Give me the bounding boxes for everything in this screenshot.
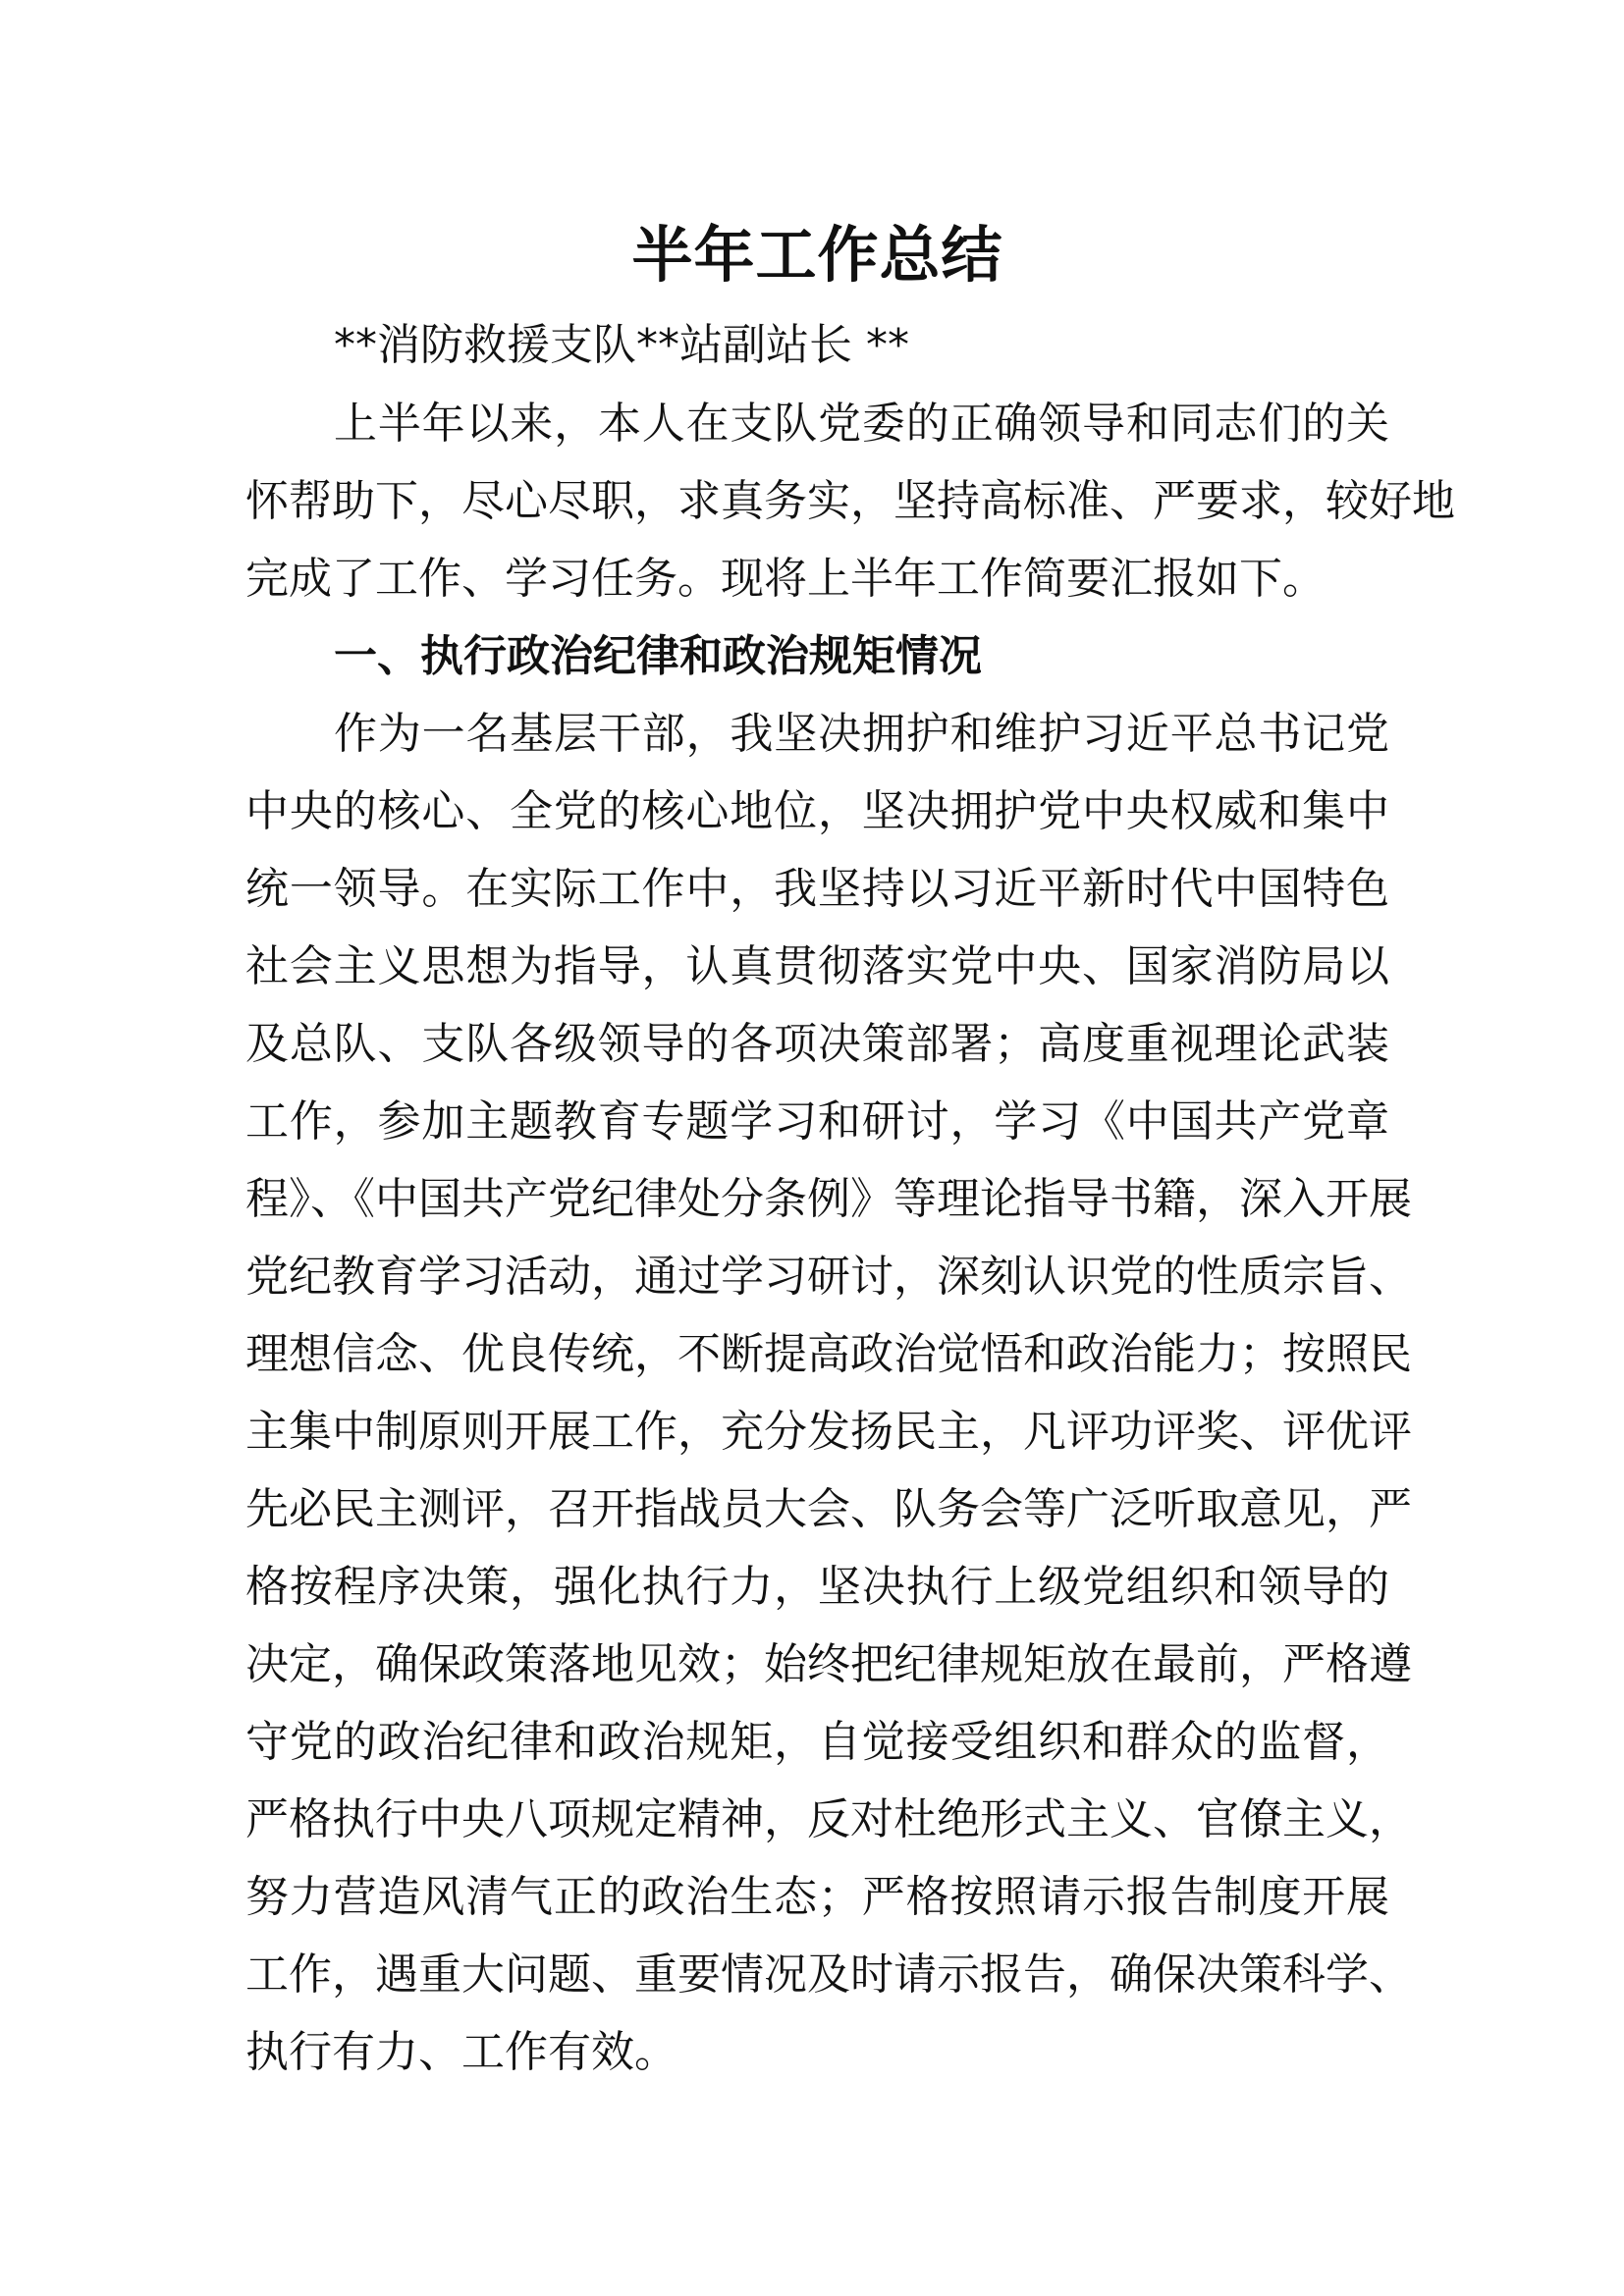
body-line-12: 格按程序决策，强化执行力，坚决执行上级党组织和领导的 (245, 1562, 1389, 1612)
body-line-4: 社会主义思想为指导，认真贯彻落实党中央、国家消防局以 (245, 941, 1389, 991)
body-line-6: 工作，参加主题教育专题学习和研讨，学习《中国共产党章 (245, 1096, 1389, 1147)
body-line-10: 主集中制原则开展工作，充分发扬民主，凡评功评奖、评优评 (245, 1407, 1412, 1457)
body-line-7: 程》、《中国共产党纪律处分条例》等理论指导书籍，深入开展 (245, 1174, 1412, 1224)
author-line: **消防救援支队**站副站长 ** (334, 320, 909, 370)
section-heading-1: 一、执行政治纪律和政治规矩情况 (334, 631, 982, 681)
body-line-14: 守党的政治纪律和政治规矩，自觉接受组织和群众的监督， (245, 1717, 1389, 1767)
body-line-16: 努力营造风清气正的政治生态；严格按照请示报告制度开展 (245, 1872, 1389, 1922)
body-line-11: 先必民主测评，召开指战员大会、队务会等广泛听取意见，严 (245, 1484, 1412, 1534)
intro-line-3: 完成了工作、学习任务。现将上半年工作简要汇报如下。 (245, 554, 1326, 604)
body-line-18: 执行有力、工作有效。 (245, 2027, 677, 2077)
body-line-2: 中央的核心、全党的核心地位，坚决拥护党中央权威和集中 (245, 786, 1389, 836)
document-title: 半年工作总结 (631, 219, 1003, 291)
body-line-1: 作为一名基层干部，我坚决拥护和维护习近平总书记党 (334, 709, 1389, 759)
body-line-13: 决定，确保政策落地见效；始终把纪律规矩放在最前，严格遵 (245, 1639, 1412, 1689)
intro-line-1: 上半年以来，本人在支队党委的正确领导和同志们的关 (334, 399, 1389, 449)
intro-line-2: 怀帮助下，尽心尽职，求真务实，坚持高标准、严要求，较好地 (245, 476, 1455, 526)
body-line-8: 党纪教育学习活动，通过学习研讨，深刻认识党的性质宗旨、 (245, 1252, 1412, 1302)
body-line-17: 工作，遇重大问题、重要情况及时请示报告，确保决策科学、 (245, 1949, 1412, 2000)
body-line-15: 严格执行中央八项规定精神，反对杜绝形式主义、官僚主义， (245, 1794, 1412, 1844)
body-line-3: 统一领导。在实际工作中，我坚持以习近平新时代中国特色 (245, 864, 1389, 914)
body-line-5: 及总队、支队各级领导的各项决策部署；高度重视理论武装 (245, 1019, 1389, 1069)
body-line-9: 理想信念、优良传统，不断提高政治觉悟和政治能力；按照民 (245, 1329, 1412, 1379)
